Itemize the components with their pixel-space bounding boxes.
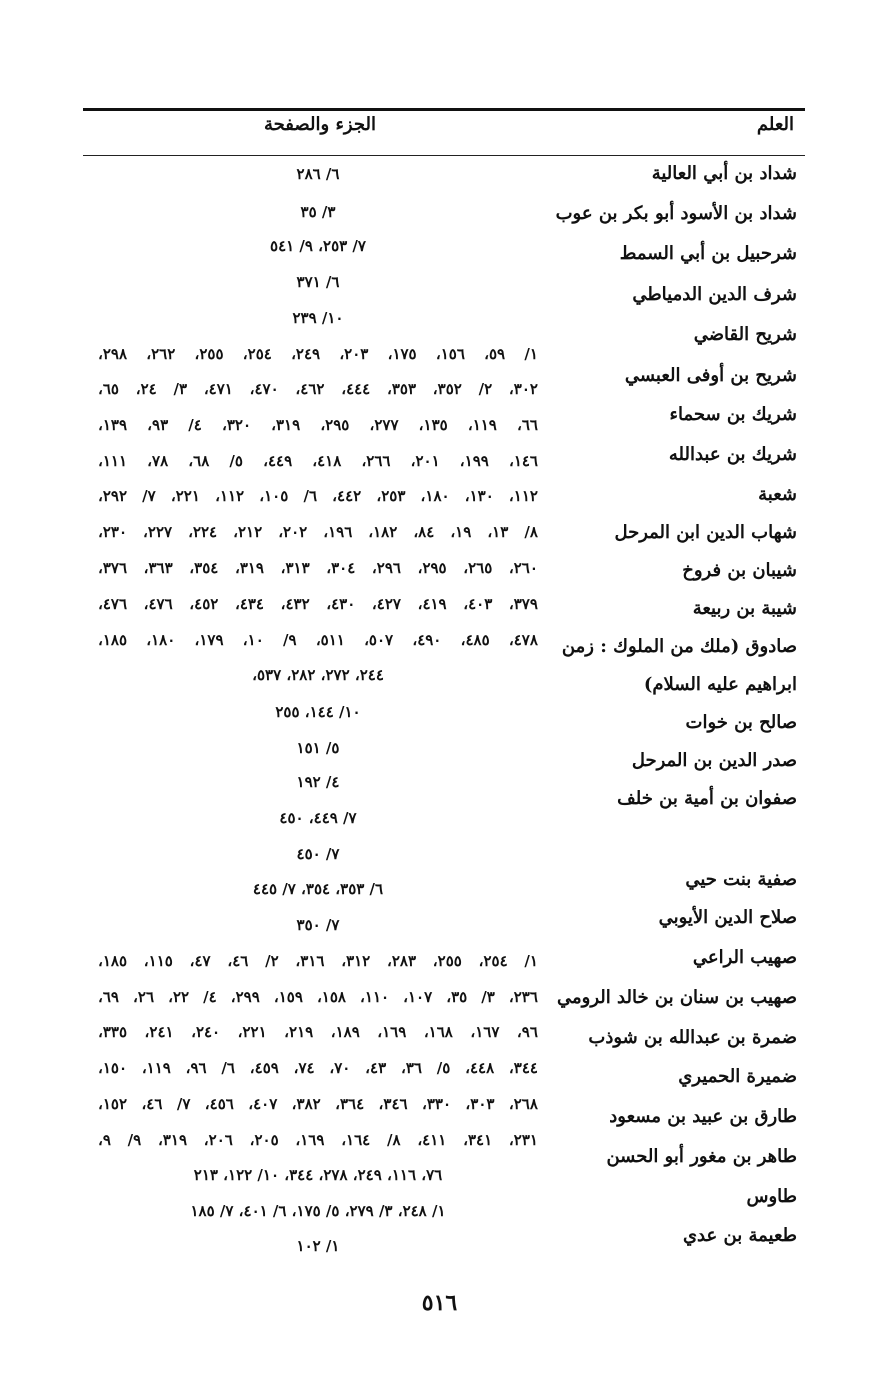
index-name: شرحبيل بن أبي السمط: [619, 243, 797, 264]
page-refs: ٦/ ٢٨٦: [296, 165, 340, 183]
page-refs: ٩٦، ١٦٧، ١٦٨، ١٦٩، ١٨٩، ٢١٩، ٢٢١، ٢٤٠، ٢٤١، ٣٣٥،: [98, 1023, 538, 1041]
page-refs: ٢٦٠، ٢٦٥، ٢٩٥، ٢٩٦، ٣٠٤، ٣١٣، ٣١٩، ٣٥٤، ٣٦٣، ٣٧٦،: [98, 559, 538, 577]
page-refs: ٧٦، ١١٦، ٢٤٩، ٢٧٨، ٣٤٤، ١٠/ ١٢٢، ٢١٣: [193, 1166, 443, 1184]
page-refs: ٤٧٨، ٤٨٥، ٤٩٠، ٥٠٧، ٥١١، ٩/ ١٠، ١٧٩، ١٨٠، ١٨٥،: [98, 631, 538, 649]
index-name: شريك بن عبدالله: [668, 444, 797, 465]
page-refs: ٧/ ٣٥٠: [296, 916, 340, 934]
page-refs: ٥/ ١٥١: [296, 739, 340, 757]
page-refs: ١٠/ ١٤٤، ٢٥٥: [275, 703, 361, 721]
page-refs: ٧/ ٤٤٩، ٤٥٠: [279, 809, 357, 827]
index-name: ضميرة الحميري: [678, 1066, 797, 1087]
header-top-rule: [83, 108, 805, 111]
page-refs: ٣٧٩، ٤٠٣، ٤١٩، ٤٢٧، ٤٣٠، ٤٣٢، ٤٣٤، ٤٥٢، ٤٧٦، ٤٧٦،: [98, 595, 538, 613]
index-name: صهيب بن سنان بن خالد الرومي: [557, 987, 797, 1008]
index-name: صادوق (ملك من الملوك : زمن: [561, 636, 797, 657]
page-refs: ١/ ١٠٢: [296, 1237, 340, 1255]
index-name: ضمرة بن عبدالله بن شوذب: [588, 1027, 797, 1048]
index-name: شيبة بن ربيعة: [692, 598, 797, 619]
index-name: طاوس: [746, 1186, 797, 1207]
page-refs: ١/ ٢٤٨، ٣/ ٢٧٩، ٥/ ١٧٥، ٦/ ٤٠١، ٧/ ١٨٥: [190, 1202, 446, 1220]
page-refs: ٢٤٤، ٢٧٢، ٢٨٢، ٥٣٧،: [252, 666, 384, 684]
page-refs: ٣٠٢، ٢/ ٣٥٢، ٣٥٣، ٤٤٤، ٤٦٢، ٤٧٠، ٤٧١، ٣/ ٢٤، ٦٥،: [98, 380, 538, 398]
index-name: صلاح الدين الأيوبي: [658, 907, 797, 928]
page-refs: ٦/ ٣٧١: [296, 273, 340, 291]
page-refs: ٧/ ٢٥٣، ٩/ ٥٤١: [270, 237, 366, 255]
index-name: شريح بن أوفى العبسي: [624, 365, 797, 386]
index-name: صالح بن خوات: [685, 712, 797, 733]
page-refs: ٢٦٨، ٣٠٣، ٣٣٠، ٣٤٦، ٣٦٤، ٣٨٢، ٤٠٧، ٤٥٦، ٧/ ٤٦، ١٥٢،: [98, 1095, 538, 1113]
page-refs: ٢٣١، ٣٤١، ٤١١، ٨/ ١٦٤، ١٦٩، ٢٠٥، ٢٠٦، ٣١٩، ٩/ ٩،: [98, 1131, 538, 1149]
index-name: شعبة: [758, 484, 797, 505]
column-header-pages: الجزء والصفحة: [264, 114, 376, 135]
header-bottom-rule: [83, 155, 805, 156]
page-refs: ١٤٦، ١٩٩، ٢٠١، ٢٦٦، ٤١٨، ٤٤٩، ٥/ ٦٨، ٧٨، ١١١،: [98, 452, 538, 470]
index-name: شداد بن الأسود أبو بكر بن عوب: [555, 203, 797, 224]
index-name: صفية بنت حيي: [685, 869, 797, 890]
index-name: شيبان بن فروخ: [682, 560, 797, 581]
index-name: طعيمة بن عدي: [682, 1225, 797, 1246]
column-header-name: العلم: [756, 114, 794, 135]
index-name: شهاب الدين ابن المرحل: [614, 522, 797, 543]
page-refs: ١٠/ ٢٣٩: [292, 309, 344, 327]
index-name: صفوان بن أمية بن خلف: [617, 788, 797, 809]
page-refs: ٣٤٤، ٤٤٨، ٥/ ٣٦، ٤٣، ٧٠، ٧٤، ٤٥٩، ٦/ ٩٦، ١١٩، ١٥٠،: [98, 1059, 538, 1077]
index-name: شداد بن أبي العالية: [651, 163, 797, 184]
page-refs: ٦٦، ١١٩، ١٣٥، ٢٧٧، ٢٩٥، ٣١٩، ٣٢٠، ٤/ ٩٣، ١٣٩،: [98, 416, 538, 434]
page-refs: ١١٢، ١٣٠، ١٨٠، ٢٥٣، ٤٤٢، ٦/ ١٠٥، ١١٢، ٢٢١، ٧/ ٢٩٢،: [98, 487, 538, 505]
page-refs: ١/ ٢٥٤، ٢٥٥، ٢٨٣، ٣١٢، ٣١٦، ٢/ ٤٦، ٤٧، ١١٥، ١٨٥،: [98, 952, 538, 970]
page-refs: ٦/ ٣٥٣، ٣٥٤، ٧/ ٤٤٥: [252, 880, 384, 898]
page-refs: ١/ ٥٩، ١٥٦، ١٧٥، ٢٠٣، ٢٤٩، ٢٥٤، ٢٥٥، ٢٦٢، ٢٩٨،: [98, 345, 538, 363]
index-name: صدر الدين بن المرحل: [631, 750, 797, 771]
page-refs: ٣/ ٣٥: [300, 203, 336, 221]
index-name: صهيب الراعي: [692, 947, 797, 968]
page-refs: ٧/ ٤٥٠: [296, 845, 340, 863]
page-refs: ٤/ ١٩٢: [296, 773, 340, 791]
page-number: ٥١٦: [421, 1290, 458, 1316]
page-refs: ٨/ ١٣، ١٩، ٨٤، ١٨٢، ١٩٦، ٢٠٢، ٢١٢، ٢٢٤، ٢٢٧، ٢٣٠،: [98, 523, 538, 541]
index-name: ابراهيم عليه السلام): [643, 674, 797, 695]
index-name: شريح القاضي: [693, 324, 797, 345]
index-name: طارق بن عبيد بن مسعود: [609, 1106, 797, 1127]
index-name: طاهر بن مغور أبو الحسن: [606, 1146, 797, 1167]
page-refs: ٢٣٦، ٣/ ٣٥، ١٠٧، ١١٠، ١٥٨، ١٥٩، ٢٩٩، ٤/ ٢٢، ٢٦، ٦٩،: [98, 988, 538, 1006]
index-name: شرف الدين الدمياطي: [632, 284, 797, 305]
index-name: شريك بن سحماء: [669, 404, 797, 425]
